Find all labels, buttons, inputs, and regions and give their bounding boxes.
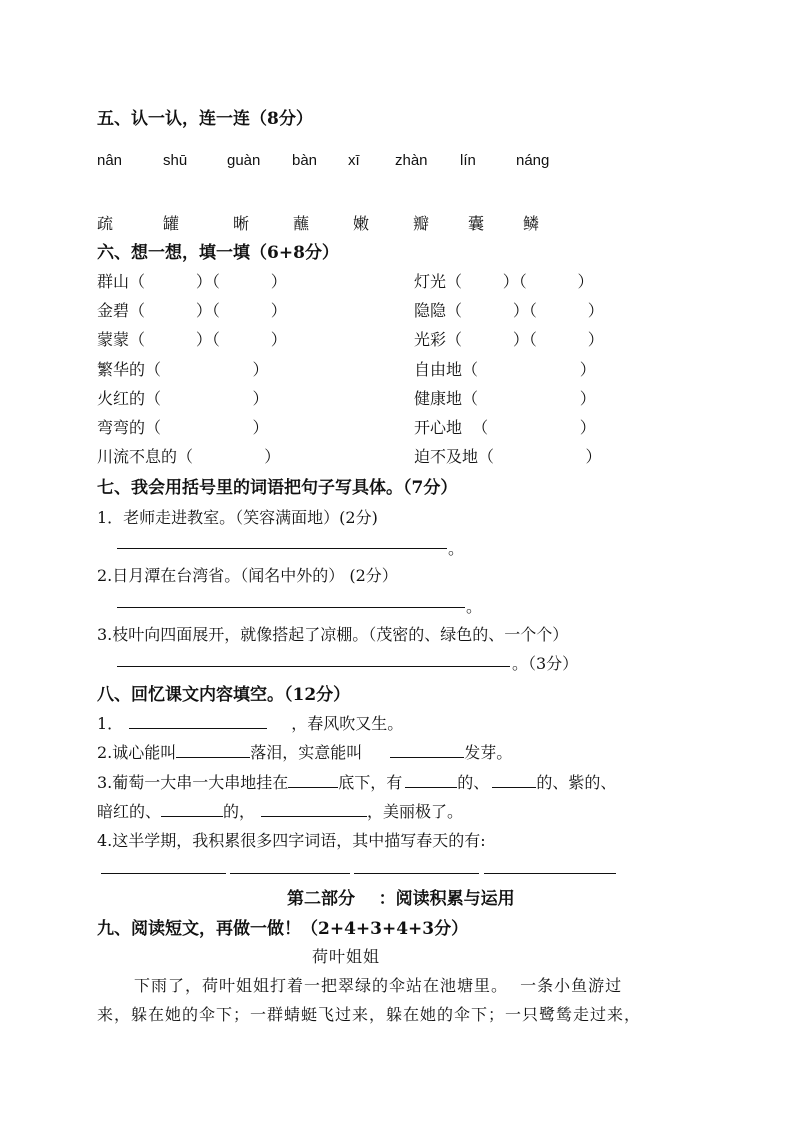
- fill-line-5: 4.这半学期，我积累很多四字词语，其中描写春天的有:: [97, 831, 486, 850]
- answer-line[interactable]: [101, 873, 226, 874]
- fill-text: ，美丽极了。: [367, 802, 464, 821]
- period: 。: [448, 539, 465, 558]
- question-7-3: 3.枝叶向四面展开，就像搭起了凉棚。（茂密的、绿色的、一个个）: [97, 625, 569, 644]
- char-item: 罐: [163, 214, 180, 233]
- fill-item-left: 繁华的（ ）: [97, 360, 269, 379]
- answer-line[interactable]: [117, 666, 510, 667]
- blank[interactable]: [176, 743, 250, 758]
- fill-item-left: 川流不息的（ ）: [97, 447, 281, 466]
- fill-text: 暗红的、: [97, 802, 162, 821]
- score-note: 。（3分）: [512, 654, 579, 673]
- pinyin-item: shū: [163, 152, 188, 169]
- fill-text: 发芽。: [464, 743, 513, 762]
- section-9-title: 九、阅读短文，再做一做！（2+4+3+4+3分）: [97, 919, 469, 939]
- section-8-title: 八、回忆课文内容填空。（12分）: [97, 685, 351, 705]
- blank[interactable]: [390, 743, 464, 758]
- pinyin-item: xī: [348, 152, 360, 169]
- answer-line[interactable]: [117, 607, 465, 608]
- story-paragraph: 来，躲在她的伞下；一群蜻蜓飞过来，躲在她的伞下；一只鹭鸶走过来，: [97, 1005, 642, 1024]
- pinyin-item: guàn: [227, 152, 261, 169]
- fill-text: ，春风吹又生。: [291, 714, 404, 733]
- pinyin-item: náng: [516, 152, 550, 169]
- fill-line-4: [97, 799, 463, 822]
- fill-item-left: 金碧（ ）（ ）: [97, 301, 287, 320]
- fill-text: 的、紫的、: [536, 773, 617, 792]
- char-item: 瓣: [413, 214, 430, 233]
- fill-text: 的，: [223, 802, 256, 821]
- section-6-title: 六、想一想，填一填（6+8分）: [97, 243, 339, 263]
- fill-line-1: [97, 711, 403, 734]
- char-item: 囊: [468, 214, 485, 233]
- fill-line-2: [97, 740, 512, 763]
- fill-text: 2.诚心能叫: [97, 743, 177, 762]
- fill-item-right: 光彩（ ）（ ）: [414, 330, 604, 349]
- pinyin-item: nân: [97, 152, 123, 169]
- answer-line[interactable]: [117, 548, 447, 549]
- story-paragraph: 下雨了，荷叶姐姐打着一把翠绿的伞站在池塘里。 一条小鱼游过: [134, 976, 623, 995]
- fill-line-3: [97, 770, 616, 793]
- fill-text: 底下，有: [338, 773, 403, 792]
- fill-text: 1．: [97, 714, 124, 733]
- fill-text: 3.葡萄一大串一大串地挂在: [97, 773, 289, 792]
- pinyin-item: bàn: [292, 152, 318, 169]
- fill-item-right: 健康地（ ）: [414, 389, 596, 408]
- char-item: 疏: [97, 214, 114, 233]
- period: 。: [466, 597, 483, 616]
- blank[interactable]: [161, 802, 223, 817]
- fill-text: 的、: [457, 773, 490, 792]
- fill-item-right: 迫不及地（ ）: [414, 447, 602, 466]
- fill-item-left: 火红的（ ）: [97, 389, 269, 408]
- blank[interactable]: [405, 773, 457, 788]
- fill-item-left: 弯弯的（ ）: [97, 418, 269, 437]
- char-item: 嫩: [353, 214, 370, 233]
- blank[interactable]: [129, 714, 267, 729]
- blank[interactable]: [288, 773, 338, 788]
- blank[interactable]: [261, 802, 367, 817]
- fill-item-right: 自由地（ ）: [414, 360, 596, 379]
- pinyin-item: lín: [460, 152, 476, 169]
- question-7-1: 1．老师走进教室。（笑容满面地）(2分): [97, 508, 378, 527]
- part-2-title: 第二部分 ：阅读积累与运用: [287, 889, 515, 909]
- answer-line[interactable]: [484, 873, 616, 874]
- fill-item-left: 群山（ ）（ ）: [97, 272, 287, 291]
- fill-text: 落泪，实意能叫: [250, 743, 363, 762]
- fill-item-right: 灯光（ ）（ ）: [414, 272, 594, 291]
- answer-line[interactable]: [354, 873, 479, 874]
- fill-item-right: 隐隐（ ）（ ）: [414, 301, 604, 320]
- section-5-title: 五、认一认，连一连（8分）: [97, 109, 313, 129]
- fill-item-right: 开心地 （ ）: [414, 418, 596, 437]
- question-7-2: 2.日月潭在台湾省。（闻名中外的） (2分）: [97, 566, 398, 585]
- blank[interactable]: [492, 773, 536, 788]
- char-item: 蘸: [293, 214, 310, 233]
- char-item: 晰: [233, 214, 250, 233]
- fill-item-left: 蒙蒙（ ）（ ）: [97, 330, 287, 349]
- pinyin-item: zhàn: [395, 152, 428, 169]
- section-7-title: 七、我会用括号里的词语把句子写具体。（7分）: [97, 478, 458, 498]
- char-item: 鳞: [523, 214, 540, 233]
- story-title: 荷叶姐姐: [312, 947, 381, 966]
- answer-line[interactable]: [230, 873, 350, 874]
